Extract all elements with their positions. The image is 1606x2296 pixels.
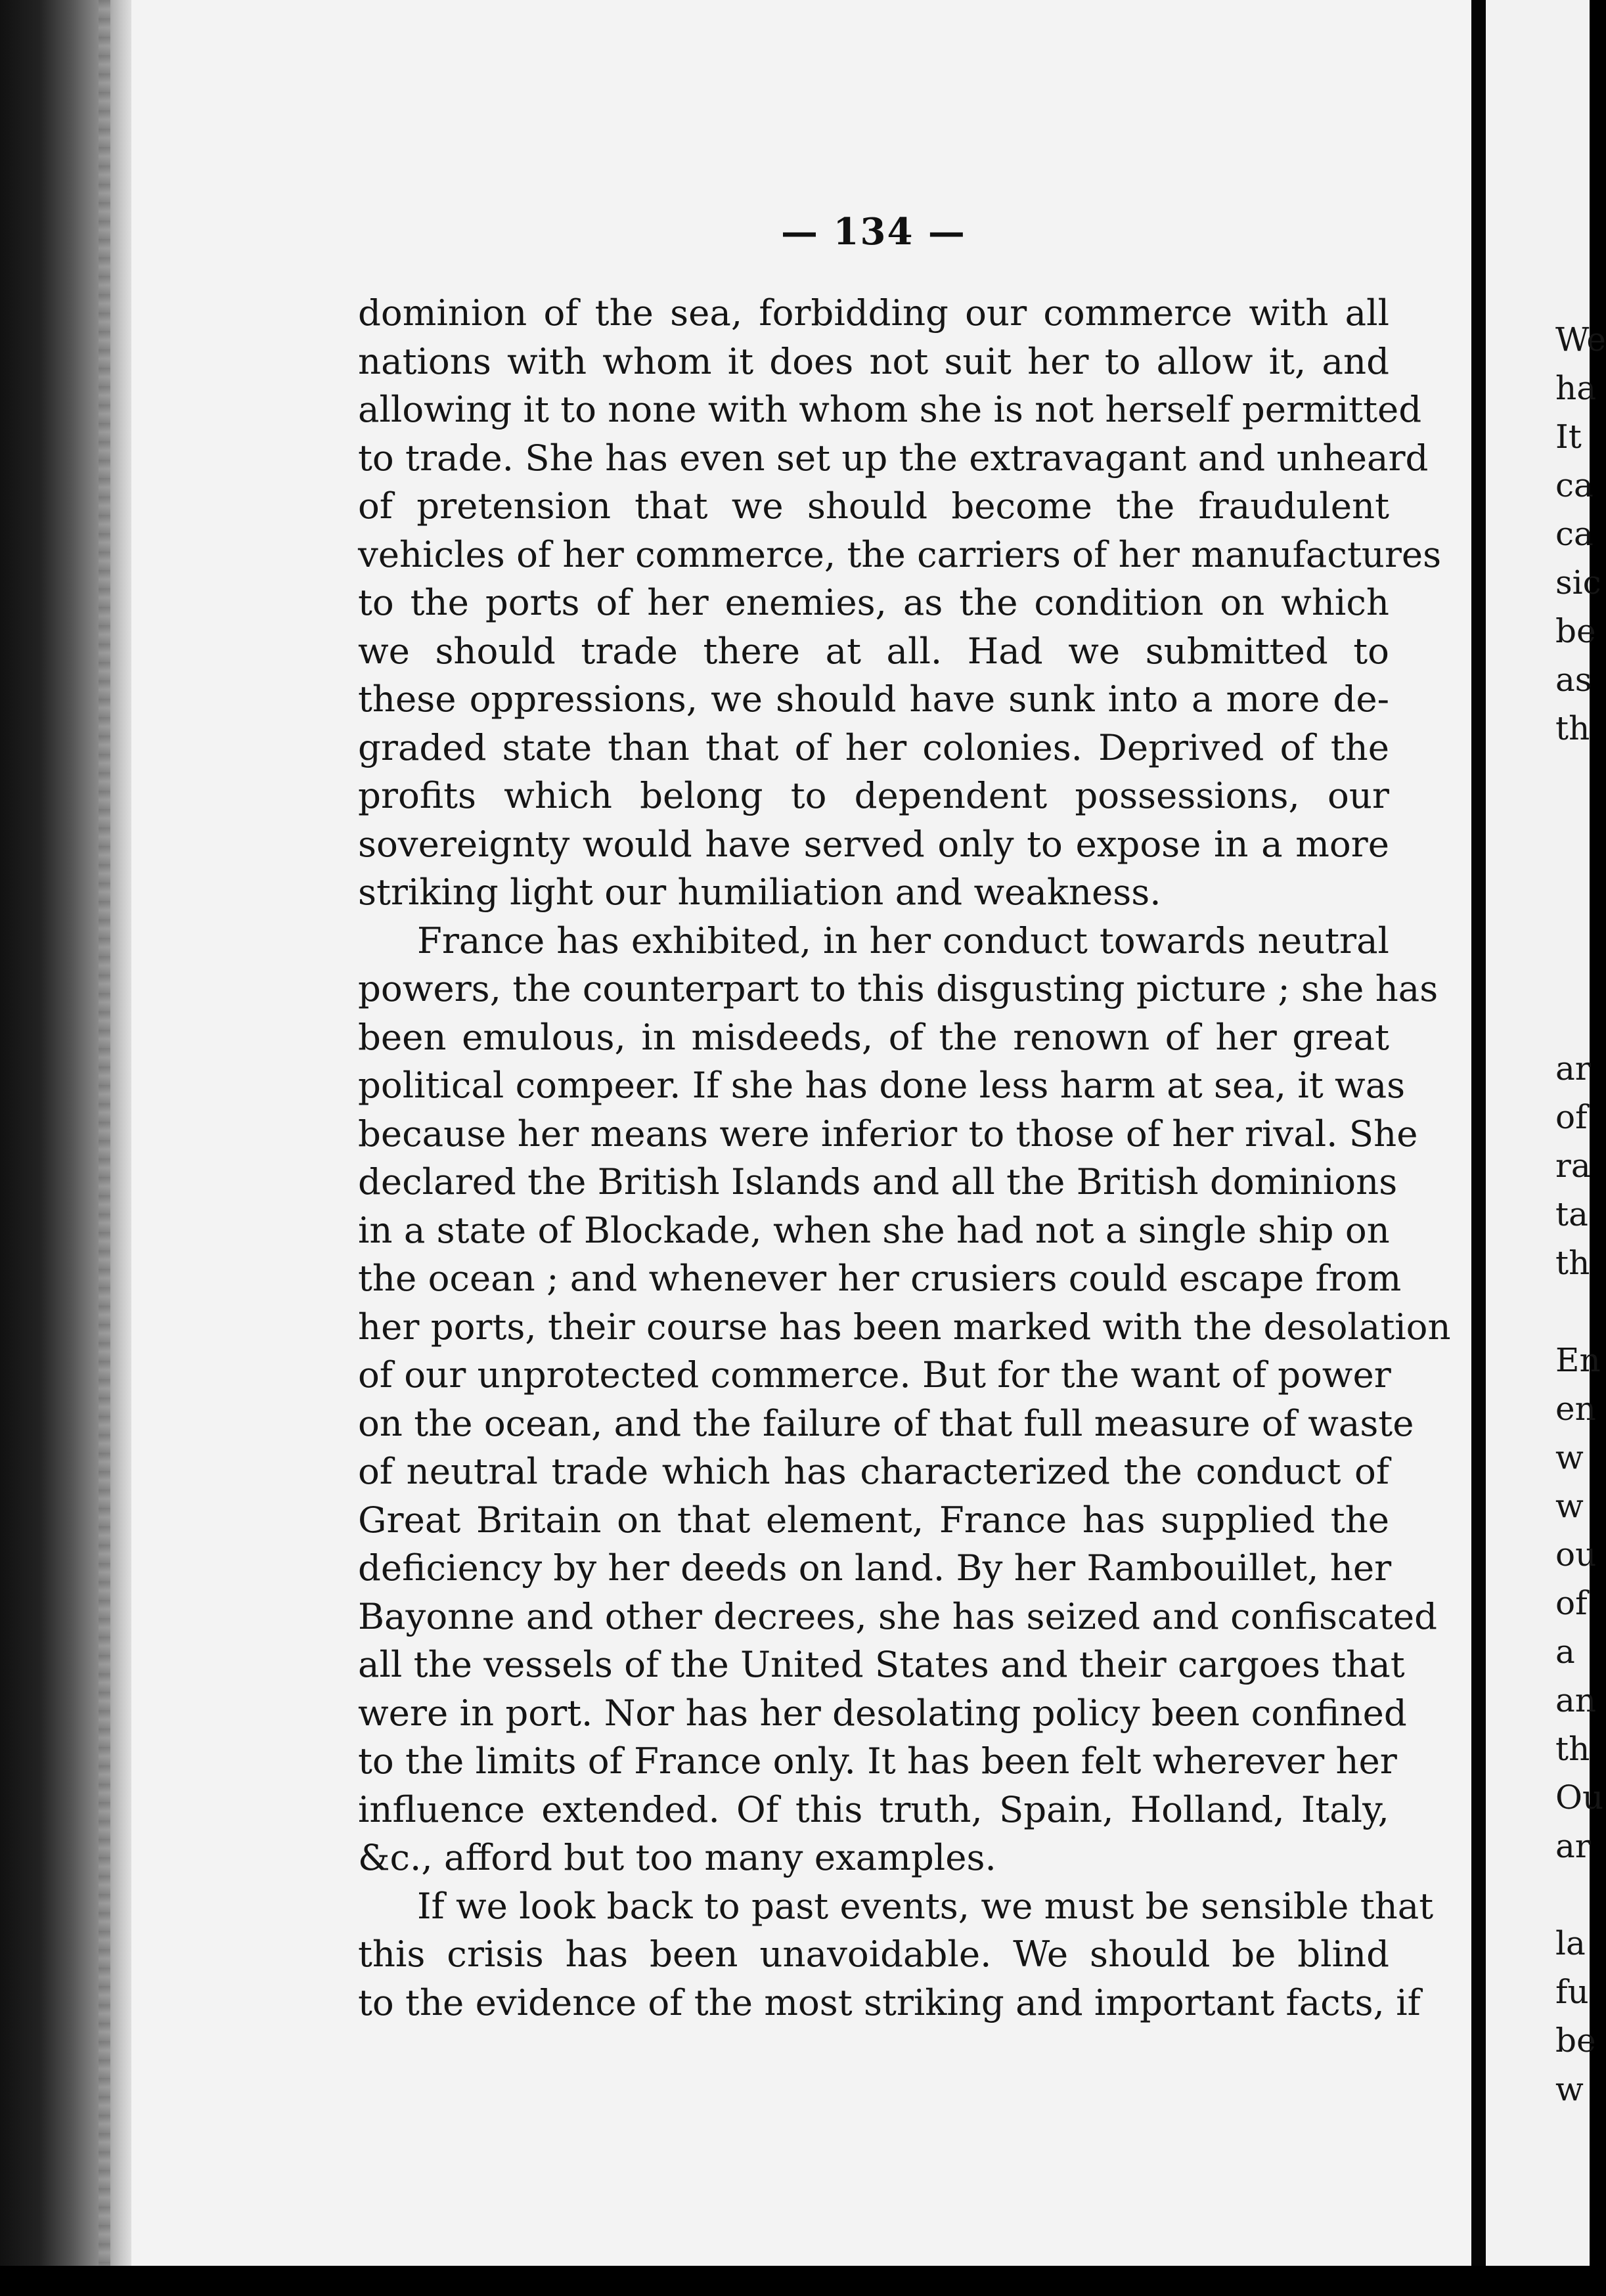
text-line: to the evidence of the most striking and important facts, if <box>358 1981 1421 2023</box>
text-line: this crisis has been unavoidable. We should be blind <box>358 1933 1389 1975</box>
bottom-border <box>0 2266 1590 2296</box>
fragment <box>1555 947 1595 996</box>
text-line: If we look back to past events, we must be sensible that <box>417 1884 1434 1927</box>
fragment: Ou <box>1555 1778 1604 1817</box>
text-line: profits which belong to dependent possessions, our <box>358 774 1389 816</box>
text-line: Great Britain on that element, France has supplied the <box>358 1498 1389 1541</box>
fragment: la <box>1555 1924 1586 1962</box>
fragment: ca <box>1555 515 1594 553</box>
text-line: dominion of the sea, forbidding our commerce with all <box>358 292 1389 334</box>
next-page-text <box>1555 315 1606 2113</box>
fragment: ta <box>1555 1195 1588 1233</box>
fragment <box>1555 753 1595 801</box>
text-line: of pretension that we should become the fraudulent <box>358 485 1389 527</box>
text-line: declared the British Islands and all the British dominions <box>358 1160 1398 1203</box>
text-line: to the limits of France only. It has been felt wherever her <box>358 1740 1397 1782</box>
spine-edge <box>99 0 110 2296</box>
fragment: be <box>1555 612 1596 650</box>
fragment: ha <box>1555 369 1597 407</box>
fragment: En <box>1555 1341 1601 1379</box>
text-line: of our unprotected commerce. But for the want of power <box>358 1354 1391 1396</box>
text-line: all the vessels of the United States and their cargoes that <box>358 1643 1405 1685</box>
text-line: nations with whom it does not suit her to allow it, and <box>358 340 1389 382</box>
fragment: ra <box>1555 1147 1591 1185</box>
fragment: sic <box>1555 563 1601 602</box>
text-line: influence extended. Of this truth, Spain, Holland, Italy, <box>358 1788 1389 1830</box>
text-line: her ports, their course has been marked with the desolation <box>358 1305 1451 1348</box>
fragment: en <box>1555 1390 1596 1428</box>
text-line: the ocean ; and whenever her crusiers could escape from <box>358 1257 1402 1299</box>
text-line: allowing it to none with whom she is not herself permitted <box>358 388 1422 430</box>
text-line: powers, the counterpart to this disgusting picture ; she has <box>358 967 1439 1009</box>
text-line: in a state of Blockade, when she had not a single ship on <box>358 1208 1390 1251</box>
fragment: th <box>1555 709 1590 747</box>
fragment: as <box>1555 661 1592 699</box>
book-spine <box>0 0 135 2296</box>
gutter <box>1471 0 1486 2296</box>
fragment <box>1555 1287 1595 1336</box>
fragment: We <box>1555 320 1606 359</box>
page-number: — 134 — <box>781 210 966 254</box>
text-line: political compeer. If she has done less harm at sea, it was <box>358 1064 1406 1106</box>
fragment <box>1555 801 1595 850</box>
fragment: th <box>1555 1730 1590 1768</box>
text-line: we should trade there at all. Had we submitted to <box>358 629 1389 672</box>
text-line: France has exhibited, in her conduct towards neutral <box>417 919 1389 961</box>
text-line: graded state than that of her colonies. Deprived of the <box>358 726 1389 768</box>
fragment: ca <box>1555 466 1594 504</box>
fragment <box>1555 898 1595 947</box>
text-line: striking light our humiliation and weakness. <box>358 871 1161 913</box>
text-line: sovereignty would have served only to expose in a more <box>358 822 1389 865</box>
fragment: be <box>1555 2021 1596 2060</box>
text-line: &c., afford but too many examples. <box>358 1836 996 1878</box>
fragment: of <box>1555 1584 1588 1622</box>
fragment: of <box>1555 1098 1588 1136</box>
text-line: to trade. She has even set up the extravagant and unheard <box>358 436 1429 479</box>
text-line: of neutral trade which has characterized the conduct of <box>358 1450 1389 1492</box>
fragment: ar <box>1555 1827 1591 1865</box>
fragment: w <box>1555 1438 1584 1476</box>
fragment: a <box>1555 1633 1575 1671</box>
fragment <box>1555 850 1595 898</box>
text-line: vehicles of her commerce, the carriers of her manufactures <box>358 533 1442 575</box>
paragraph <box>358 917 1451 1882</box>
fragment: It <box>1555 418 1582 456</box>
text-line: these oppressions, we should have sunk into a more de- <box>358 678 1389 720</box>
fragment: an <box>1555 1681 1597 1719</box>
fragment: fu <box>1555 1973 1589 2011</box>
fragment: th <box>1555 1244 1590 1282</box>
fragment <box>1555 1870 1595 1919</box>
text-line: were in port. Nor has her desolating policy been confined <box>358 1691 1407 1734</box>
fragment: w <box>1555 1487 1584 1525</box>
paragraph <box>358 1882 1434 2027</box>
text-line: deficiency by her deeds on land. By her Rambouillet, her <box>358 1547 1392 1589</box>
text-line: because her means were inferior to those of her rival. She <box>358 1112 1418 1155</box>
paragraph <box>358 289 1442 917</box>
fragment: ou <box>1555 1535 1597 1574</box>
body-text <box>358 289 1451 2027</box>
fragment: ar <box>1555 1049 1591 1088</box>
fragment <box>1555 996 1595 1044</box>
text-line: been emulous, in misdeeds, of the renown of her great <box>358 1015 1389 1058</box>
fragment: w <box>1555 2070 1584 2108</box>
text-line: on the ocean, and the failure of that full measure of waste <box>358 1402 1414 1444</box>
text-line: Bayonne and other decrees, she has seized and confiscated <box>358 1595 1437 1637</box>
text-line: to the ports of her enemies, as the condition on which <box>358 581 1389 623</box>
